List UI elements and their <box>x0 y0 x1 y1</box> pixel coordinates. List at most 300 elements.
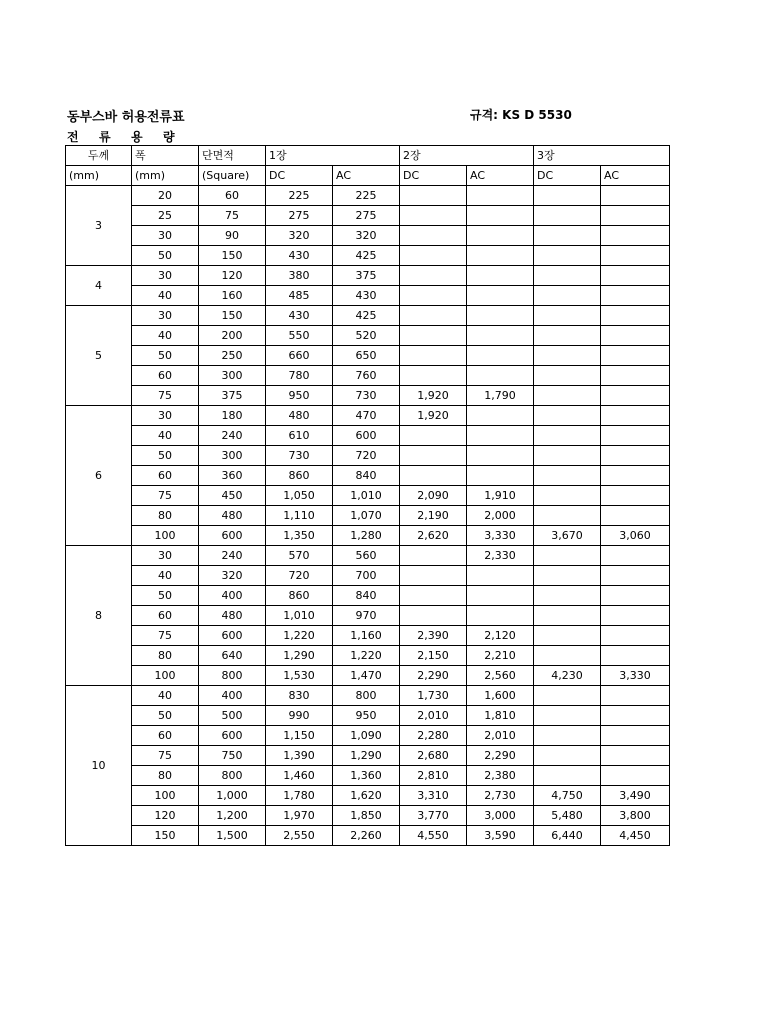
ac-2-cell <box>467 326 534 346</box>
table-row <box>66 566 670 586</box>
width-cell: 100 <box>132 666 199 686</box>
dc-3-cell <box>534 406 601 426</box>
ac-1-cell: 720 <box>333 446 400 466</box>
dc-3-cell: 4,230 <box>534 666 601 686</box>
ac-3-cell: 3,490 <box>601 786 670 806</box>
width-cell: 75 <box>132 626 199 646</box>
area-cell: 1,200 <box>199 806 266 826</box>
ac-3-cell <box>601 406 670 426</box>
thickness-cell: 4 <box>66 266 132 306</box>
dc-1-cell: 1,390 <box>266 746 333 766</box>
thickness-cell: 10 <box>66 686 132 846</box>
table-row <box>66 506 670 526</box>
table-row <box>66 686 670 706</box>
dc-1-cell: 570 <box>266 546 333 566</box>
ac-2-cell <box>467 366 534 386</box>
ac-2-cell <box>467 346 534 366</box>
table-row <box>66 326 670 346</box>
ac-3-cell <box>601 346 670 366</box>
ac-2-cell: 1,790 <box>467 386 534 406</box>
area-cell: 180 <box>199 406 266 426</box>
dc-3-cell <box>534 326 601 346</box>
width-cell: 50 <box>132 586 199 606</box>
ac-1-cell: 225 <box>333 186 400 206</box>
width-cell: 50 <box>132 346 199 366</box>
ac-2-cell <box>467 286 534 306</box>
header-3-sheets: 3장 <box>534 146 670 166</box>
ac-2-cell: 2,010 <box>467 726 534 746</box>
ac-1-cell: 1,290 <box>333 746 400 766</box>
width-cell: 25 <box>132 206 199 226</box>
area-cell: 200 <box>199 326 266 346</box>
dc-3-cell <box>534 486 601 506</box>
dc-2-cell <box>400 286 467 306</box>
ac-1-cell: 375 <box>333 266 400 286</box>
thickness-cell: 8 <box>66 546 132 686</box>
dc-2-cell: 2,620 <box>400 526 467 546</box>
ac-2-cell <box>467 606 534 626</box>
table-row <box>66 186 670 206</box>
ac-1-cell: 840 <box>333 466 400 486</box>
ac-2-cell <box>467 426 534 446</box>
width-cell: 50 <box>132 446 199 466</box>
area-cell: 75 <box>199 206 266 226</box>
header-width: 폭 <box>132 146 199 166</box>
dc-1-cell: 950 <box>266 386 333 406</box>
dc-1-cell: 275 <box>266 206 333 226</box>
area-cell: 160 <box>199 286 266 306</box>
table-row <box>66 546 670 566</box>
ac-1-cell: 600 <box>333 426 400 446</box>
thickness-cell: 3 <box>66 186 132 266</box>
ac-3-cell <box>601 306 670 326</box>
area-cell: 600 <box>199 726 266 746</box>
ac-3-cell <box>601 466 670 486</box>
ac-3-cell: 3,800 <box>601 806 670 826</box>
area-cell: 300 <box>199 366 266 386</box>
ac-3-cell <box>601 766 670 786</box>
ac-2-cell: 2,330 <box>467 546 534 566</box>
ac-3-cell: 3,060 <box>601 526 670 546</box>
width-cell: 75 <box>132 746 199 766</box>
dc-2-cell: 2,150 <box>400 646 467 666</box>
table-row <box>66 426 670 446</box>
dc-2-cell: 1,920 <box>400 406 467 426</box>
ac-1-cell: 560 <box>333 546 400 566</box>
dc-3-cell <box>534 586 601 606</box>
dc-2-cell: 2,390 <box>400 626 467 646</box>
dc-1-cell: 480 <box>266 406 333 426</box>
dc-3-cell <box>534 626 601 646</box>
dc-1-cell: 1,350 <box>266 526 333 546</box>
ac-2-cell <box>467 586 534 606</box>
ac-1-cell: 425 <box>333 246 400 266</box>
dc-2-cell: 2,010 <box>400 706 467 726</box>
area-cell: 150 <box>199 306 266 326</box>
area-cell: 320 <box>199 566 266 586</box>
ac-3-cell <box>601 506 670 526</box>
ac-3-cell <box>601 386 670 406</box>
width-cell: 75 <box>132 386 199 406</box>
thickness-cell: 5 <box>66 306 132 406</box>
table-row <box>66 486 670 506</box>
ac-3-cell <box>601 206 670 226</box>
ac-3-cell <box>601 686 670 706</box>
dc-3-cell <box>534 286 601 306</box>
dc-1-cell: 1,970 <box>266 806 333 826</box>
ac-1-cell: 425 <box>333 306 400 326</box>
ac-2-cell <box>467 266 534 286</box>
table-row <box>66 526 670 546</box>
ac-2-cell: 2,560 <box>467 666 534 686</box>
width-cell: 60 <box>132 606 199 626</box>
ac-2-cell <box>467 226 534 246</box>
ac-1-cell: 840 <box>333 586 400 606</box>
dc-1-cell: 1,150 <box>266 726 333 746</box>
area-cell: 1,500 <box>199 826 266 846</box>
dc-3-cell <box>534 546 601 566</box>
subtitle-char: 량 <box>163 130 175 144</box>
ac-1-cell: 1,090 <box>333 726 400 746</box>
dc-3-cell <box>534 706 601 726</box>
dc-3-cell <box>534 466 601 486</box>
dc-3-cell <box>534 246 601 266</box>
ac-2-cell: 2,730 <box>467 786 534 806</box>
dc-3-cell <box>534 386 601 406</box>
ac-3-cell <box>601 446 670 466</box>
dc-1-cell: 550 <box>266 326 333 346</box>
area-cell: 250 <box>199 346 266 366</box>
ac-3-cell <box>601 746 670 766</box>
dc-2-cell: 2,680 <box>400 746 467 766</box>
dc-3-cell <box>534 426 601 446</box>
spec-label: 규격: KS D 5530 <box>470 108 572 122</box>
dc-3-cell <box>534 746 601 766</box>
width-cell: 50 <box>132 246 199 266</box>
ac-3-cell <box>601 226 670 246</box>
width-cell: 60 <box>132 366 199 386</box>
section-subtitle <box>67 128 195 145</box>
dc-2-cell <box>400 306 467 326</box>
ac-3-cell <box>601 326 670 346</box>
dc-2-cell <box>400 246 467 266</box>
ac-1-cell: 730 <box>333 386 400 406</box>
table-row <box>66 826 670 846</box>
ac-3-cell <box>601 706 670 726</box>
dc-2-cell <box>400 566 467 586</box>
table-row <box>66 266 670 286</box>
area-cell: 800 <box>199 766 266 786</box>
width-cell: 60 <box>132 466 199 486</box>
area-cell: 500 <box>199 706 266 726</box>
dc-2-cell <box>400 446 467 466</box>
ac-2-cell: 3,000 <box>467 806 534 826</box>
width-cell: 80 <box>132 646 199 666</box>
area-cell: 300 <box>199 446 266 466</box>
ac-3-cell <box>601 546 670 566</box>
header-thickness: 두께 <box>66 146 132 166</box>
subtitle-char: 류 <box>99 130 111 144</box>
ac-1-cell: 275 <box>333 206 400 226</box>
dc-3-cell <box>534 346 601 366</box>
ac-2-cell <box>467 206 534 226</box>
width-cell: 30 <box>132 306 199 326</box>
ac-1-cell: 1,220 <box>333 646 400 666</box>
dc-2-cell <box>400 206 467 226</box>
table-row <box>66 646 670 666</box>
dc-1-cell: 1,460 <box>266 766 333 786</box>
dc-1-cell: 1,530 <box>266 666 333 686</box>
dc-2-cell <box>400 346 467 366</box>
table-row <box>66 626 670 646</box>
ac-3-cell <box>601 266 670 286</box>
width-cell: 30 <box>132 226 199 246</box>
ac-1-cell: 320 <box>333 226 400 246</box>
width-cell: 80 <box>132 506 199 526</box>
area-cell: 150 <box>199 246 266 266</box>
dc-2-cell: 3,310 <box>400 786 467 806</box>
dc-2-cell: 2,090 <box>400 486 467 506</box>
ac-2-cell: 2,210 <box>467 646 534 666</box>
dc-1-cell: 990 <box>266 706 333 726</box>
ac-2-cell: 2,120 <box>467 626 534 646</box>
table-row <box>66 226 670 246</box>
width-cell: 100 <box>132 526 199 546</box>
area-cell: 60 <box>199 186 266 206</box>
ac-3-cell <box>601 186 670 206</box>
area-cell: 240 <box>199 546 266 566</box>
ac-1-cell: 520 <box>333 326 400 346</box>
table-row <box>66 346 670 366</box>
ac-1-cell: 760 <box>333 366 400 386</box>
ac-1-cell: 650 <box>333 346 400 366</box>
subtitle-char: 용 <box>131 130 143 144</box>
ac-3-cell <box>601 286 670 306</box>
dc-1-cell: 2,550 <box>266 826 333 846</box>
ac-1-cell: 470 <box>333 406 400 426</box>
dc-2-cell <box>400 466 467 486</box>
ac-1-cell: 1,470 <box>333 666 400 686</box>
header-row-1 <box>66 146 670 166</box>
dc-3-cell <box>534 766 601 786</box>
ac-1-cell: 800 <box>333 686 400 706</box>
dc-1-cell: 380 <box>266 266 333 286</box>
area-cell: 120 <box>199 266 266 286</box>
ac-2-cell: 3,330 <box>467 526 534 546</box>
table-row <box>66 746 670 766</box>
area-cell: 360 <box>199 466 266 486</box>
dc-3-cell <box>534 226 601 246</box>
dc-3-cell <box>534 206 601 226</box>
header-ac: AC <box>601 166 670 186</box>
ac-2-cell: 1,810 <box>467 706 534 726</box>
dc-1-cell: 320 <box>266 226 333 246</box>
dc-3-cell: 3,670 <box>534 526 601 546</box>
table-row <box>66 206 670 226</box>
ac-1-cell: 970 <box>333 606 400 626</box>
width-cell: 150 <box>132 826 199 846</box>
header-1-sheet: 1장 <box>266 146 400 166</box>
dc-2-cell <box>400 266 467 286</box>
table-row <box>66 466 670 486</box>
dc-1-cell: 1,050 <box>266 486 333 506</box>
ac-3-cell <box>601 246 670 266</box>
header-width-unit: (mm) <box>132 166 199 186</box>
dc-2-cell: 1,730 <box>400 686 467 706</box>
width-cell: 40 <box>132 686 199 706</box>
dc-3-cell <box>534 646 601 666</box>
table-row <box>66 766 670 786</box>
subtitle-char: 전 <box>67 130 79 144</box>
width-cell: 120 <box>132 806 199 826</box>
ac-2-cell: 1,600 <box>467 686 534 706</box>
header-ac: AC <box>333 166 400 186</box>
width-cell: 80 <box>132 766 199 786</box>
area-cell: 600 <box>199 526 266 546</box>
area-cell: 400 <box>199 686 266 706</box>
width-cell: 40 <box>132 286 199 306</box>
header-area: 단면적 <box>199 146 266 166</box>
ac-2-cell: 1,910 <box>467 486 534 506</box>
ac-3-cell <box>601 426 670 446</box>
table-row <box>66 726 670 746</box>
ac-2-cell: 2,380 <box>467 766 534 786</box>
ac-2-cell <box>467 566 534 586</box>
dc-3-cell <box>534 306 601 326</box>
ac-2-cell: 2,290 <box>467 746 534 766</box>
ac-3-cell <box>601 606 670 626</box>
dc-2-cell <box>400 186 467 206</box>
width-cell: 30 <box>132 546 199 566</box>
dc-2-cell: 3,770 <box>400 806 467 826</box>
table-row <box>66 366 670 386</box>
width-cell: 50 <box>132 706 199 726</box>
dc-3-cell <box>534 686 601 706</box>
dc-3-cell <box>534 186 601 206</box>
ac-2-cell <box>467 406 534 426</box>
dc-1-cell: 1,780 <box>266 786 333 806</box>
dc-1-cell: 485 <box>266 286 333 306</box>
dc-2-cell <box>400 226 467 246</box>
header-area-unit: (Square) <box>199 166 266 186</box>
ac-1-cell: 430 <box>333 286 400 306</box>
ac-3-cell <box>601 586 670 606</box>
area-cell: 240 <box>199 426 266 446</box>
ac-1-cell: 1,280 <box>333 526 400 546</box>
dc-2-cell <box>400 606 467 626</box>
dc-2-cell <box>400 586 467 606</box>
header-row-2 <box>66 166 670 186</box>
area-cell: 750 <box>199 746 266 766</box>
ac-3-cell <box>601 486 670 506</box>
dc-2-cell <box>400 326 467 346</box>
dc-1-cell: 860 <box>266 466 333 486</box>
table-row <box>66 586 670 606</box>
dc-2-cell: 2,280 <box>400 726 467 746</box>
ac-2-cell <box>467 306 534 326</box>
dc-2-cell: 2,190 <box>400 506 467 526</box>
dc-2-cell <box>400 426 467 446</box>
ac-2-cell <box>467 466 534 486</box>
ac-1-cell: 950 <box>333 706 400 726</box>
thickness-cell: 6 <box>66 406 132 546</box>
ac-1-cell: 1,850 <box>333 806 400 826</box>
dc-1-cell: 830 <box>266 686 333 706</box>
ampacity-table <box>65 145 670 846</box>
ac-1-cell: 1,010 <box>333 486 400 506</box>
ac-3-cell: 3,330 <box>601 666 670 686</box>
header-dc: DC <box>400 166 467 186</box>
header-dc: DC <box>266 166 333 186</box>
ac-3-cell <box>601 626 670 646</box>
dc-1-cell: 1,290 <box>266 646 333 666</box>
header-2-sheets: 2장 <box>400 146 534 166</box>
header-ac: AC <box>467 166 534 186</box>
width-cell: 60 <box>132 726 199 746</box>
document-title: 동부스바 허용전류표 <box>67 110 185 125</box>
dc-2-cell <box>400 546 467 566</box>
dc-2-cell <box>400 366 467 386</box>
width-cell: 20 <box>132 186 199 206</box>
ac-3-cell <box>601 366 670 386</box>
dc-1-cell: 720 <box>266 566 333 586</box>
dc-3-cell <box>534 266 601 286</box>
dc-1-cell: 730 <box>266 446 333 466</box>
dc-3-cell <box>534 366 601 386</box>
area-cell: 800 <box>199 666 266 686</box>
dc-3-cell: 4,750 <box>534 786 601 806</box>
ac-3-cell <box>601 566 670 586</box>
dc-1-cell: 610 <box>266 426 333 446</box>
ac-3-cell <box>601 646 670 666</box>
table-row <box>66 706 670 726</box>
width-cell: 30 <box>132 406 199 426</box>
area-cell: 600 <box>199 626 266 646</box>
ac-1-cell: 700 <box>333 566 400 586</box>
ac-2-cell <box>467 446 534 466</box>
table-row <box>66 606 670 626</box>
ac-1-cell: 1,360 <box>333 766 400 786</box>
ac-3-cell: 4,450 <box>601 826 670 846</box>
dc-2-cell: 1,920 <box>400 386 467 406</box>
ac-2-cell: 3,590 <box>467 826 534 846</box>
header-dc: DC <box>534 166 601 186</box>
dc-3-cell <box>534 506 601 526</box>
dc-3-cell <box>534 606 601 626</box>
width-cell: 40 <box>132 426 199 446</box>
area-cell: 480 <box>199 506 266 526</box>
width-cell: 40 <box>132 566 199 586</box>
dc-1-cell: 780 <box>266 366 333 386</box>
dc-3-cell <box>534 446 601 466</box>
ac-1-cell: 1,070 <box>333 506 400 526</box>
dc-1-cell: 1,110 <box>266 506 333 526</box>
dc-2-cell: 2,810 <box>400 766 467 786</box>
area-cell: 90 <box>199 226 266 246</box>
area-cell: 375 <box>199 386 266 406</box>
header-thickness-unit: (mm) <box>66 166 132 186</box>
dc-1-cell: 660 <box>266 346 333 366</box>
table-row <box>66 386 670 406</box>
table-row <box>66 406 670 426</box>
ac-1-cell: 1,160 <box>333 626 400 646</box>
width-cell: 40 <box>132 326 199 346</box>
dc-1-cell: 430 <box>266 246 333 266</box>
width-cell: 75 <box>132 486 199 506</box>
dc-3-cell: 6,440 <box>534 826 601 846</box>
table-body <box>66 186 670 846</box>
area-cell: 640 <box>199 646 266 666</box>
